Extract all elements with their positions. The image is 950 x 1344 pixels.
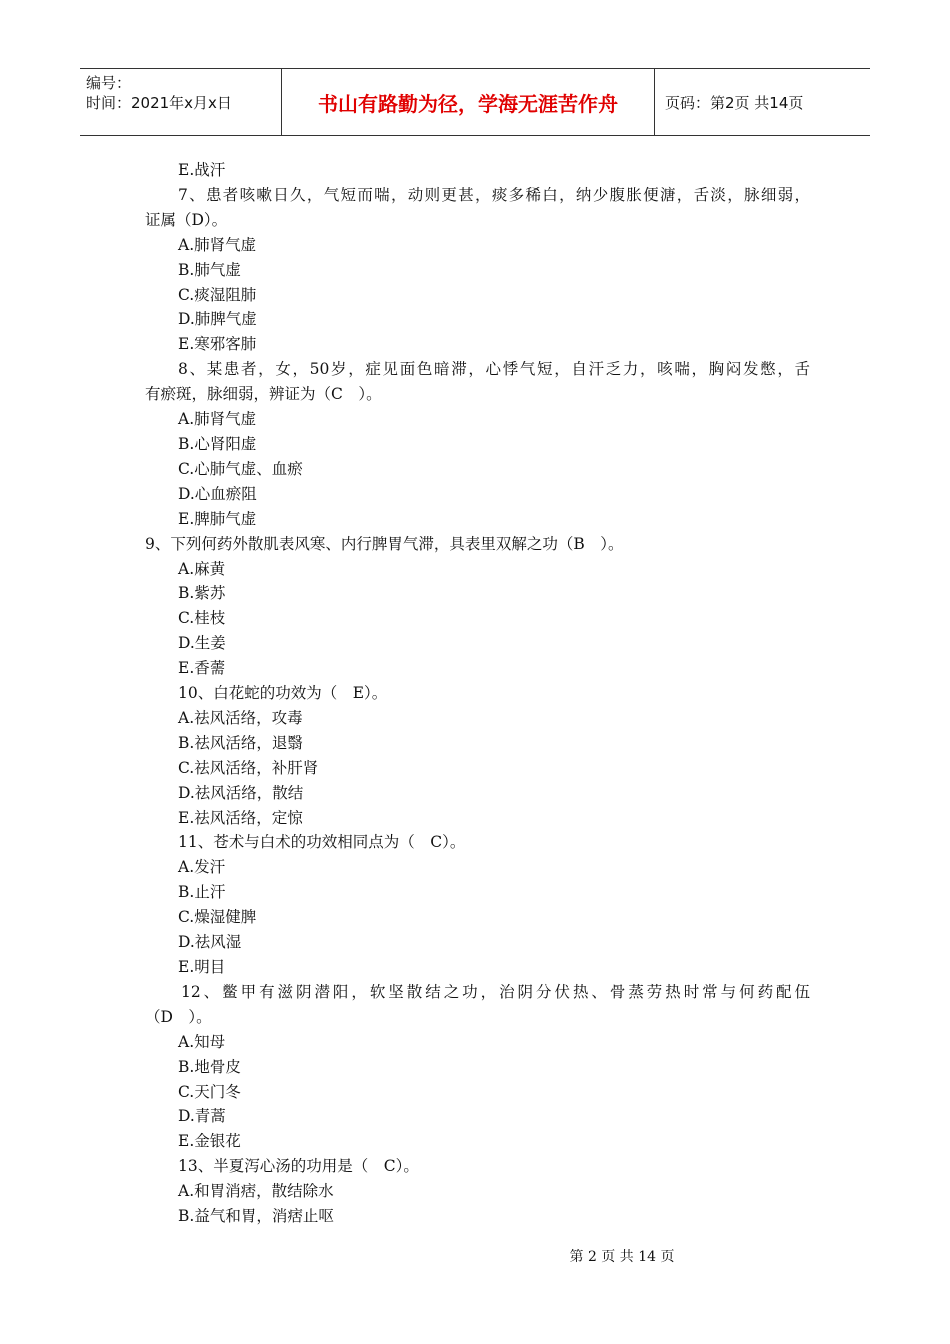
answer-option: A.知母 xyxy=(178,1032,226,1051)
answer-option: B.肺气虚 xyxy=(178,260,241,279)
answer-option: B.紫苏 xyxy=(178,584,226,603)
answer-option: C.燥湿健脾 xyxy=(178,908,257,927)
answer-option: B.益气和胃，消痞止呕 xyxy=(178,1207,334,1226)
motto-text: 书山有路勤为径，学海无涯苦作舟 xyxy=(318,91,618,116)
header-motto-cell xyxy=(282,69,655,135)
answer-option: B.地骨皮 xyxy=(178,1057,241,1076)
answer-option: B.心肾阳虚 xyxy=(178,434,257,453)
header-page-info xyxy=(655,69,870,135)
answer-option: C.天门冬 xyxy=(178,1082,241,1101)
question-text: 11、苍术与白术的功效相同点为（ C）。 xyxy=(178,833,466,852)
answer-option: E.金银花 xyxy=(178,1132,241,1151)
answer-option: A.祛风活络，攻毒 xyxy=(178,708,303,727)
question-text: 12、鳖甲有滋阴潜阳，软坚散结之功，治阴分伏热、骨蒸劳热时常与何药配伍 xyxy=(181,982,810,1001)
answer-option: D.心血瘀阻 xyxy=(178,484,257,503)
answer-option: D.祛风活络，散结 xyxy=(178,783,304,802)
answer-option: A.肺肾气虚 xyxy=(178,235,257,254)
answer-option: D.生姜 xyxy=(178,634,226,653)
answer-option: A.发汗 xyxy=(178,858,226,877)
answer-option: D.肺脾气虚 xyxy=(178,310,257,329)
question-text: 有瘀斑，脉细弱，辨证为（C ）。 xyxy=(145,385,382,404)
question-text: （D ）。 xyxy=(145,1007,212,1026)
answer-option: B.止汗 xyxy=(178,883,226,902)
question-text: 8、某患者，女，50岁，症见面色暗滞，心悸气短，自汗乏力，咳喘，胸闷发憋，舌 xyxy=(178,360,810,379)
answer-option: E.祛风活络，定惊 xyxy=(178,808,303,827)
question-text: 7、患者咳嗽日久，气短而喘，动则更甚，痰多稀白，纳少腹胀便溏，舌淡，脉细弱， xyxy=(178,185,810,204)
answer-option: A.肺肾气虚 xyxy=(178,410,257,429)
answer-option: E.战汗 xyxy=(178,161,226,179)
answer-option: D.祛风湿 xyxy=(178,933,242,952)
question-text: 9、下列何药外散肌表风寒、内行脾胃气滞，具表里双解之功（B ）。 xyxy=(145,534,624,553)
footer-page-number: 第 2 页 共 14 页 xyxy=(569,1249,675,1265)
answer-option: D.青蒿 xyxy=(178,1107,226,1126)
answer-option: E.脾肺气虚 xyxy=(178,509,257,528)
answer-option: E.香薷 xyxy=(178,659,226,678)
document-body xyxy=(145,158,810,1229)
answer-option: B.祛风活络，退翳 xyxy=(178,733,303,752)
question-text: 10、白花蛇的功效为（ E）。 xyxy=(178,684,388,703)
date-label: 时间：2021年x月x日 xyxy=(86,94,232,112)
header-meta xyxy=(80,69,282,135)
page-header xyxy=(80,68,870,136)
answer-option: E.寒邪客肺 xyxy=(178,335,257,354)
answer-option: C.心肺气虚、血瘀 xyxy=(178,459,303,478)
answer-option: A.麻黄 xyxy=(178,559,226,578)
answer-option: C.祛风活络，补肝肾 xyxy=(178,758,319,777)
answer-option: C.痰湿阻肺 xyxy=(178,285,257,304)
page-footer xyxy=(0,1246,950,1266)
answer-option: A.和胃消痞，散结除水 xyxy=(178,1182,334,1201)
question-text: 证属（D）。 xyxy=(145,210,228,229)
page-info-text: 页码：第2页 共14页 xyxy=(665,93,804,112)
answer-option: E.明目 xyxy=(178,958,226,976)
answer-option: C.桂枝 xyxy=(178,609,226,628)
number-label: 编号： xyxy=(86,74,132,92)
question-text: 13、半夏泻心汤的功用是（ C）。 xyxy=(178,1157,419,1176)
